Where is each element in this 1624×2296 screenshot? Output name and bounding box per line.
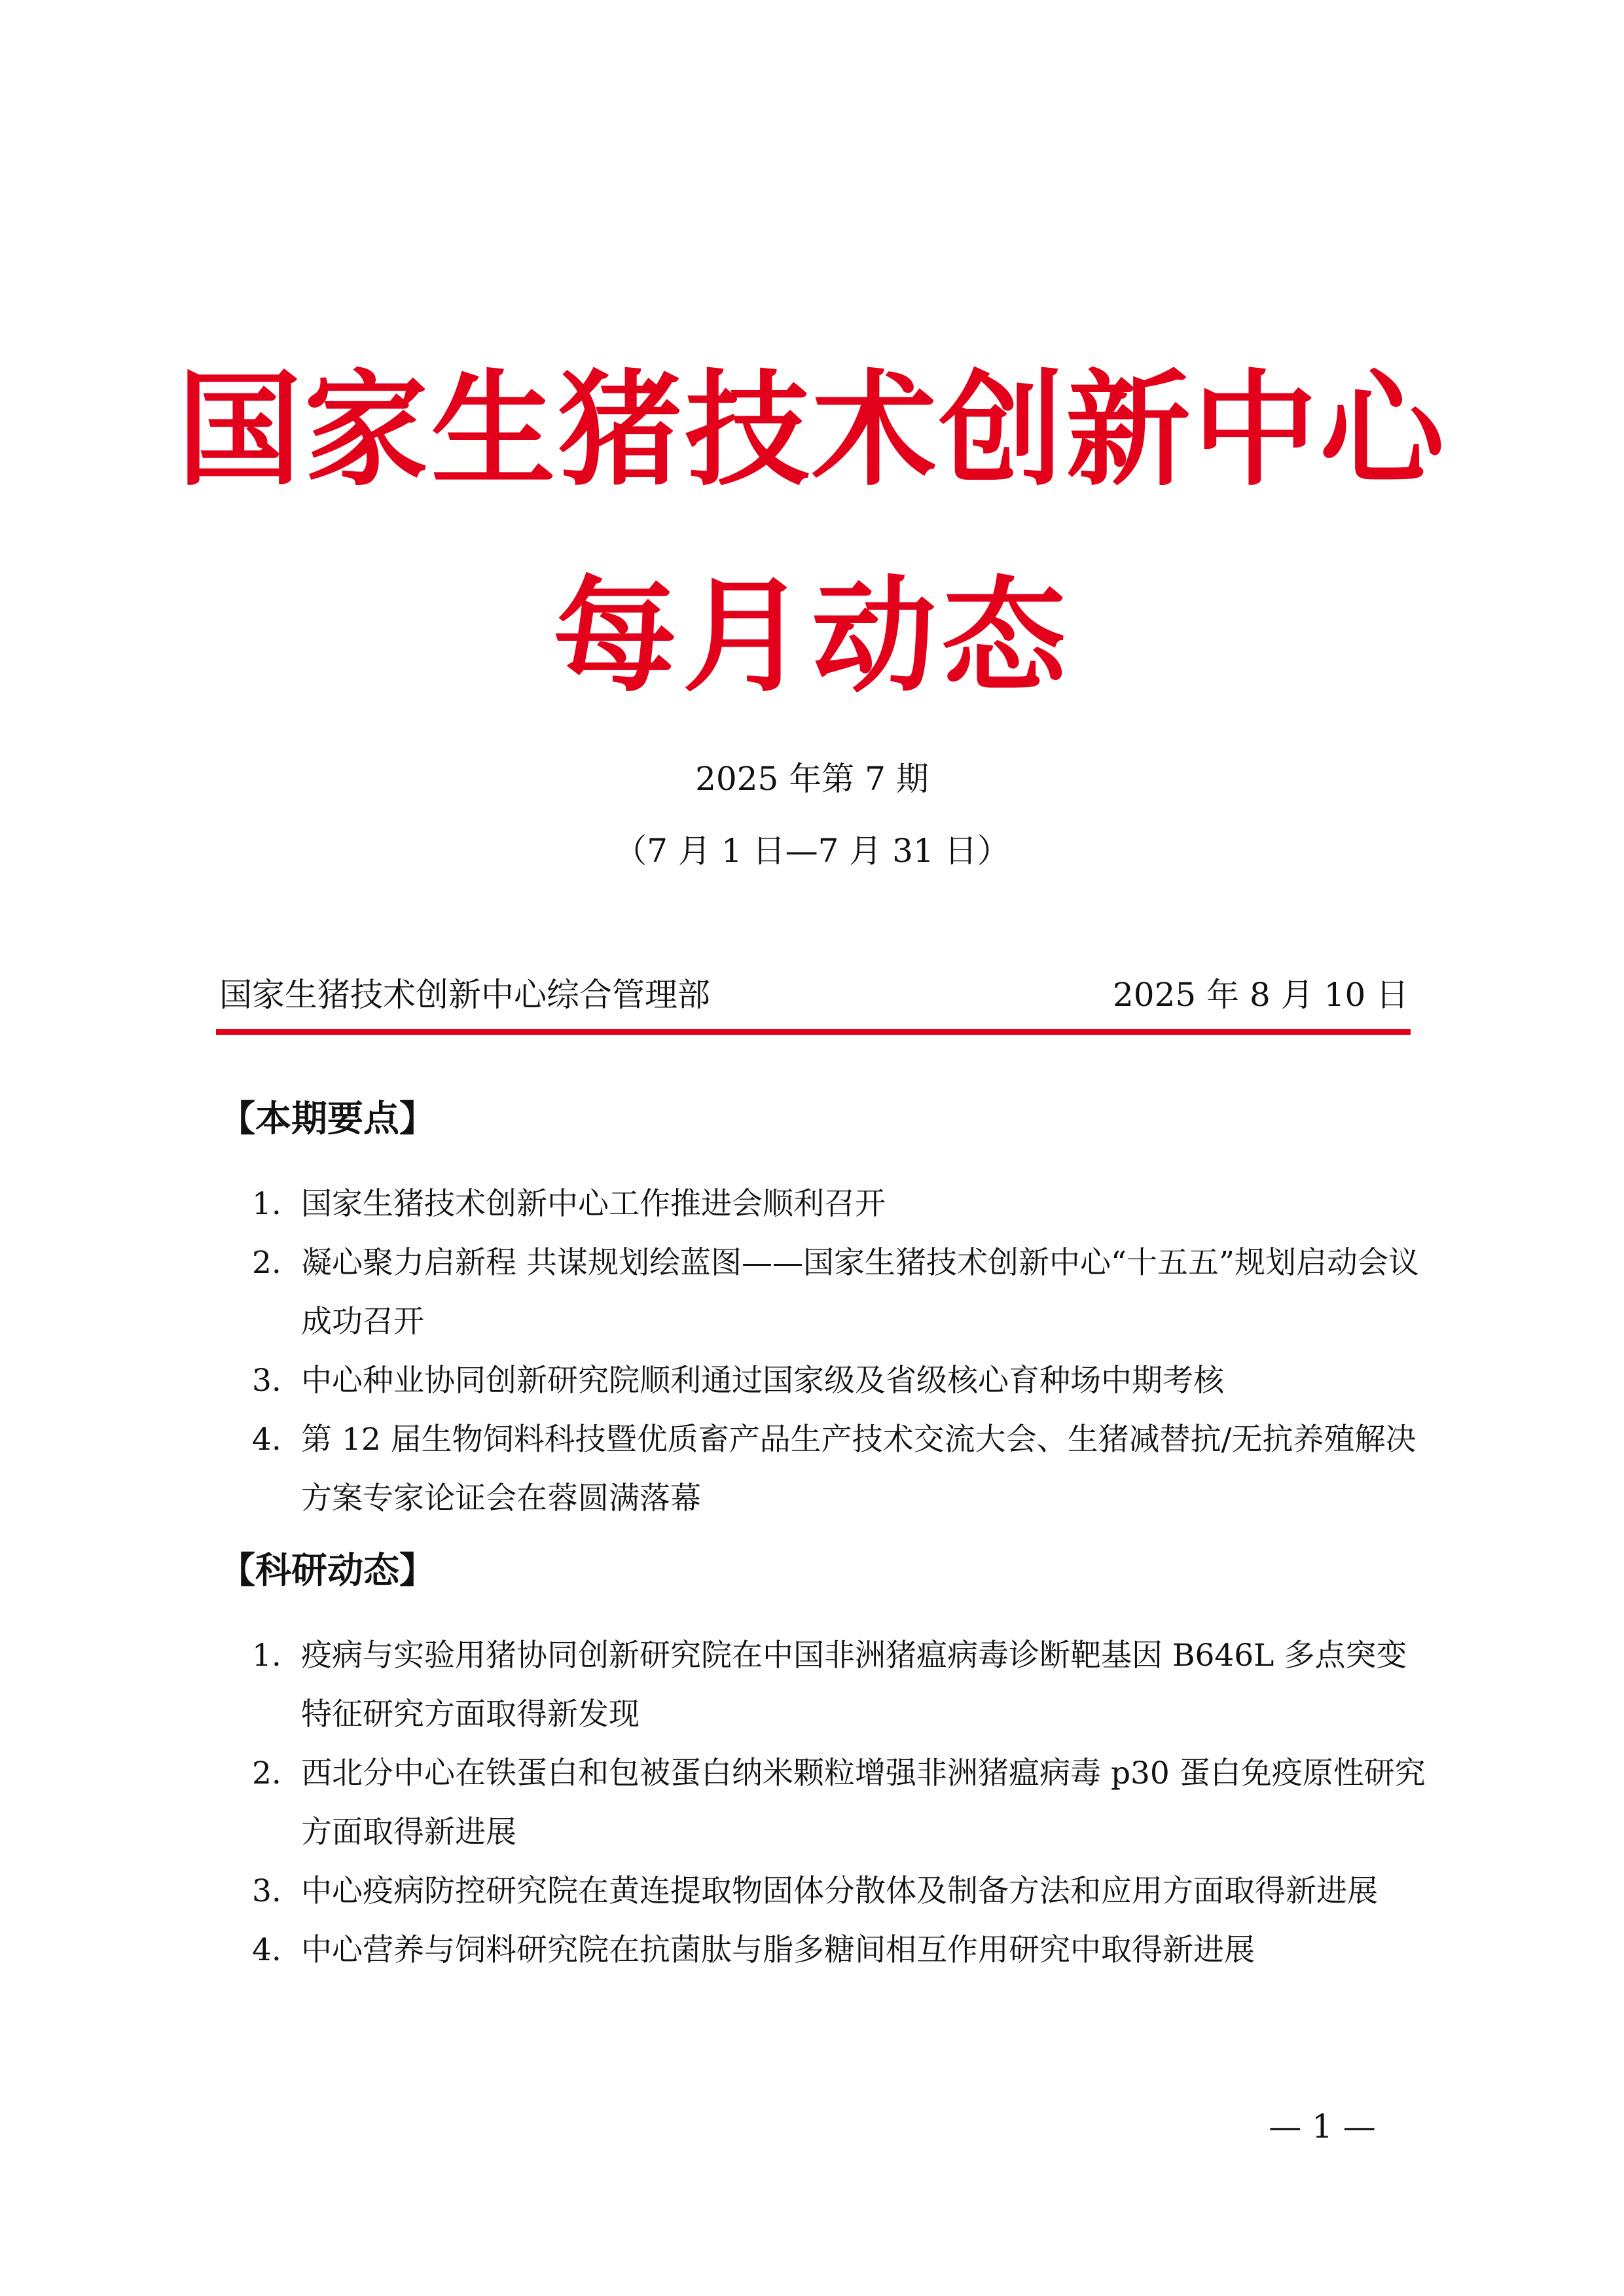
section-title-highlights: 【本期要点】 xyxy=(219,1098,436,1139)
list-item-text: 国家生猪技术创新中心工作推进会顺利召开 xyxy=(301,1186,886,1222)
list-item xyxy=(252,1744,1430,1862)
list-item-number: 3. xyxy=(252,1363,281,1399)
list-item-number: 2. xyxy=(252,1245,281,1281)
issue-date-range: （7 月 1 日—7 月 31 日） xyxy=(614,832,1010,870)
list-item-text: 中心疫病防控研究院在黄连提取物固体分散体及制备方法和应用方面取得新进展 xyxy=(301,1873,1378,1909)
department-name: 国家生猪技术创新中心综合管理部 xyxy=(219,976,710,1014)
list-item-number: 1. xyxy=(252,1186,281,1222)
page-number: — 1 — xyxy=(1269,2108,1376,2145)
list-item xyxy=(252,1410,1430,1528)
list-item-number: 2. xyxy=(252,1755,281,1791)
list-item-text: 中心种业协同创新研究院顺利通过国家级及省级核心育种场中期考核 xyxy=(301,1363,1224,1399)
list-item-number: 1. xyxy=(252,1638,281,1674)
list-item-number: 4. xyxy=(252,1422,281,1458)
section-title-research: 【科研动态】 xyxy=(219,1549,436,1591)
list-item-text: 疫病与实验用猪协同创新研究院在中国非洲猪瘟病毒诊断靶基因 B646L 多点突变特征研究方面取得新发现 xyxy=(301,1638,1407,1732)
list-item xyxy=(252,1862,1430,1921)
masthead-subtitle: 每月动态 xyxy=(552,563,1072,709)
masthead-title: 国家生猪技术创新中心 xyxy=(177,357,1447,503)
publish-date: 2025 年 8 月 10 日 xyxy=(1113,976,1409,1014)
list-item xyxy=(252,1626,1430,1744)
list-item-text: 中心营养与饲料研究院在抗菌肽与脂多糖间相互作用研究中取得新进展 xyxy=(301,1932,1255,1968)
list-item xyxy=(252,1234,1430,1352)
list-item-number: 3. xyxy=(252,1873,281,1909)
list-item xyxy=(252,1921,1430,1980)
list-item-text: 第 12 届生物饲料科技暨优质畜产品生产技术交流大会、生猪减替抗/无抗养殖解决方案专家论证会在蓉圆满落幕 xyxy=(301,1422,1416,1516)
list-item xyxy=(252,1175,1430,1234)
list-item-text: 西北分中心在铁蛋白和包被蛋白纳米颗粒增强非洲猪瘟病毒 p30 蛋白免疫原性研究方面取得新进展 xyxy=(301,1755,1426,1850)
list-item-text: 凝心聚力启新程 共谋规划绘蓝图——国家生猪技术创新中心“十五五”规划启动会议成功召开 xyxy=(301,1245,1419,1340)
header-divider xyxy=(216,1029,1411,1035)
issue-number: 2025 年第 7 期 xyxy=(695,760,929,798)
list-item xyxy=(252,1352,1430,1410)
list-item-number: 4. xyxy=(252,1932,281,1968)
